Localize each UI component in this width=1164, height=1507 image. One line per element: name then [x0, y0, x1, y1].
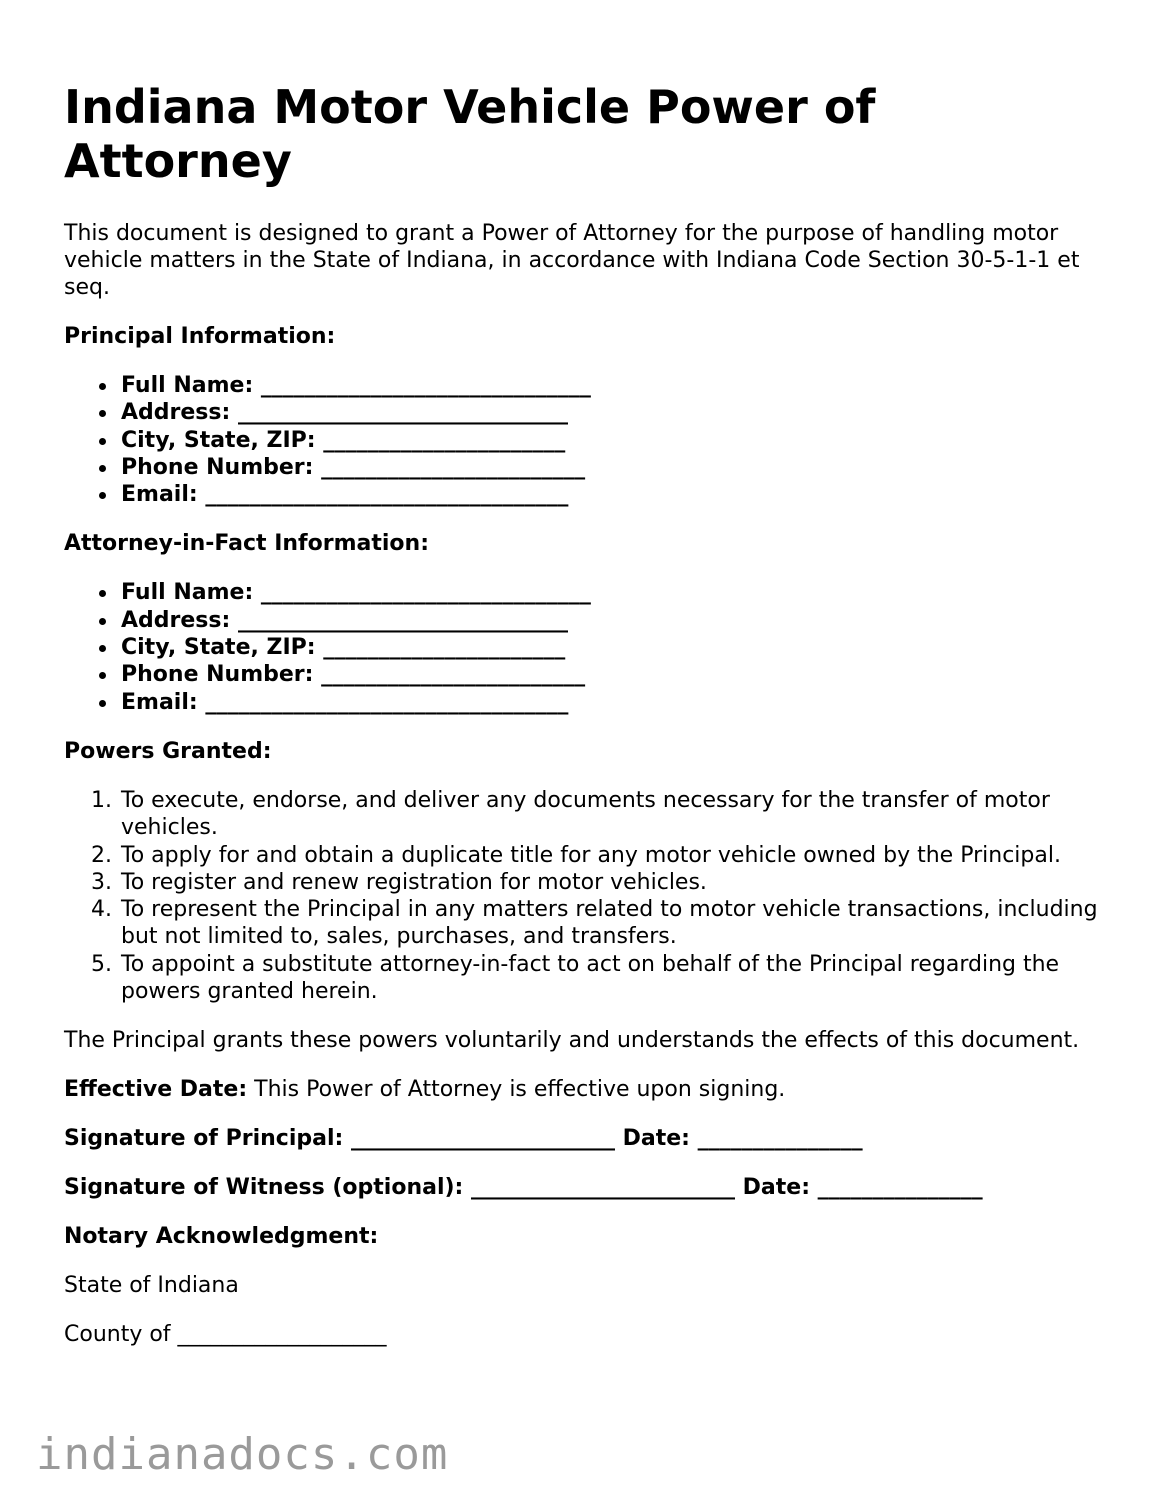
principal-city-state-zip-field: City, State, ZIP: ______________________ [64, 427, 1104, 454]
power-text: To represent the Principal in any matters related to motor vehicle transactions, including but not limited to, sales, purchases, and transfers. [121, 897, 1098, 950]
intro-paragraph: This document is designed to grant a Power of Attorney for the purpose of handling motor vehicle matters in the State of Indiana, in accordance with Indiana Code Section 30-5-1-1 et seq. [64, 221, 1080, 300]
site-watermark: indianadocs.com [36, 1429, 449, 1480]
power-text: To execute, endorse, and deliver any documents necessary for the transfer of motor vehicles. [121, 787, 1050, 841]
principal-heading: Principal Information: [64, 324, 336, 349]
effective-date-label: Effective Date: [64, 1077, 248, 1103]
power-number: 2. [91, 842, 112, 868]
principal-phone-field: Phone Number: ________________________ [64, 454, 1104, 481]
effective-date-text: This Power of Attorney is effective upon signing. [247, 1077, 786, 1103]
document-title: Indiana Motor Vehicle Power of Attorney [64, 80, 876, 188]
notary-heading: Notary Acknowledgment: [64, 1224, 379, 1250]
power-number: 4. [91, 897, 112, 923]
principal-address-field: Address: ______________________________ [64, 399, 1104, 426]
effective-date [64, 1076, 1104, 1103]
power-item [64, 896, 1104, 951]
powers-heading: Powers Granted: [64, 738, 272, 764]
power-text: To apply for and obtain a duplicate title for any motor vehicle owned by the Principal. [121, 842, 1061, 868]
attorney-city-state-zip-field: City, State, ZIP: ______________________ [64, 634, 1104, 661]
principal-fields [64, 372, 1104, 508]
witness-signature-line: Signature of Witness (optional): ________________________ Date: _______________ [64, 1175, 983, 1201]
power-number: 5. [91, 951, 112, 977]
power-item [64, 842, 1104, 869]
attorney-phone-field: Phone Number: ________________________ [64, 661, 1104, 688]
document-page [64, 80, 1104, 1370]
voluntary-statement: The Principal grants these powers voluntarily and understands the effects of this document. [64, 1028, 1080, 1054]
attorney-fields [64, 579, 1104, 715]
power-number: 1. [91, 787, 112, 813]
principal-email-field: Email: _________________________________ [64, 481, 1104, 508]
notary-state: State of Indiana [64, 1273, 239, 1299]
power-text: To appoint a substitute attorney-in-fact to act on behalf of the Principal regarding the powers granted herein. [121, 951, 1060, 1005]
power-item [64, 787, 1104, 842]
attorney-address-field: Address: ______________________________ [64, 607, 1104, 634]
principal-signature-line: Signature of Principal: ________________________ Date: _______________ [64, 1126, 863, 1152]
attorney-heading: Attorney-in-Fact Information: [64, 531, 429, 557]
notary-county: County of ___________________ [64, 1322, 387, 1348]
principal-full-name-field: Full Name: ______________________________ [64, 372, 1104, 399]
power-number: 3. [91, 869, 112, 895]
power-item [64, 951, 1104, 1006]
power-item [64, 869, 1104, 896]
power-text: To register and renew registration for motor vehicles. [121, 869, 707, 895]
attorney-email-field: Email: _________________________________ [64, 689, 1104, 716]
powers-list [64, 787, 1104, 1005]
attorney-full-name-field: Full Name: ______________________________ [64, 579, 1104, 606]
